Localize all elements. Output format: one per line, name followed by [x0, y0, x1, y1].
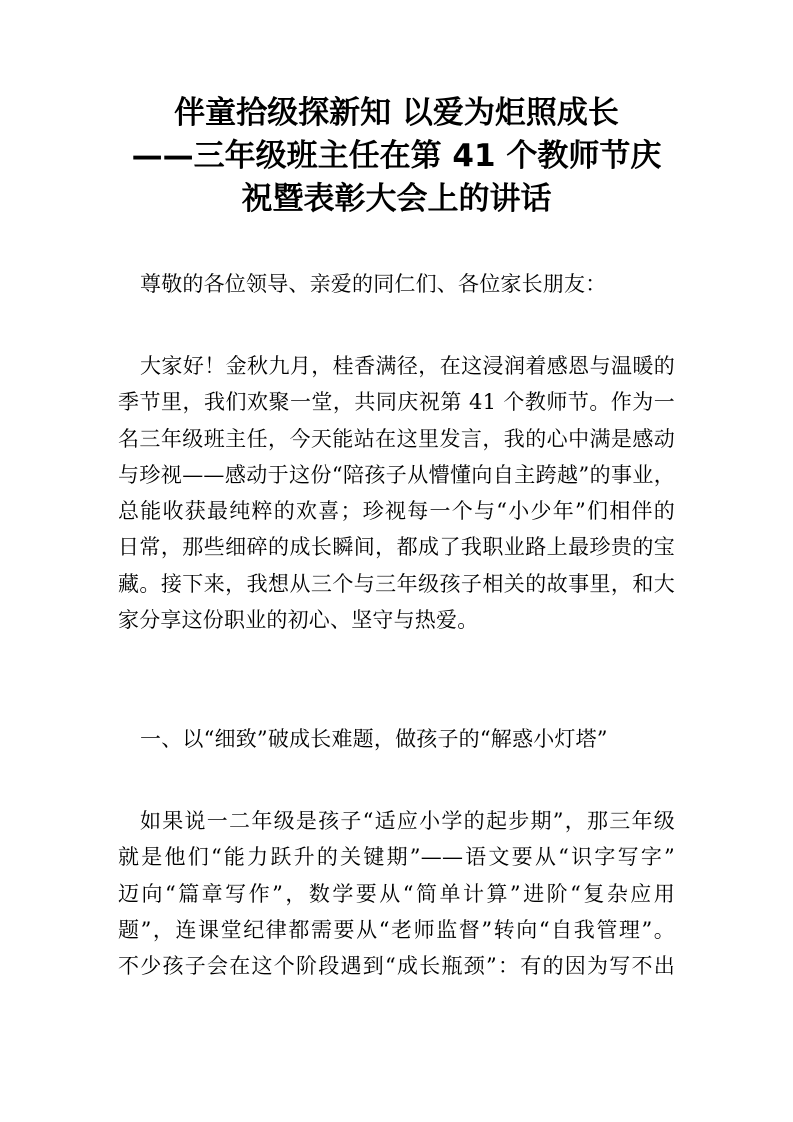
section-heading-1-text: 一、以“细致”破成长难题，做孩子的“解惑小灯塔”: [140, 727, 608, 751]
paragraph-2-line: 不少孩子会在这个阶段遇到“成长瓶颈”：有的因为写不出: [118, 954, 675, 979]
salutation: [118, 266, 697, 302]
section-heading-1: [118, 721, 697, 757]
paragraph-2-line: 题”，连课堂纪律都需要从“老师监督”转向“自我管理”。: [118, 917, 675, 942]
paragraph-1-line: 藏。接下来，我想从三个与三年级孩子相关的故事里，和大: [118, 571, 675, 596]
paragraph-1-line: 名三年级班主任，今天能站在这里发言，我的心中满是感动: [118, 426, 675, 451]
document-title: [120, 92, 673, 221]
paragraph-1-line: 与珍视——感动于这份“陪孩子从懵懂向自主跨越”的事业，: [118, 462, 675, 487]
paragraph-1-line: 大家好！金秋九月，桂香满径，在这浸润着感恩与温暖的: [140, 354, 675, 378]
title-line-1: 伴童拾级探新知 以爱为炬照成长: [174, 95, 619, 131]
paragraph-1-line: 家分享这份职业的初心、坚守与热爱。: [118, 608, 479, 633]
paragraph-1-line: 日常，那些细碎的成长瞬间，都成了我职业路上最珍贵的宝: [118, 535, 675, 560]
paragraph-1-line: 季节里，我们欢聚一堂，共同庆祝第 41 个教师节。作为一: [118, 390, 675, 415]
title-line-2: ——三年级班主任在第 41 个教师节庆: [131, 138, 662, 174]
paragraph-2-line: 如果说一二年级是孩子“适应小学的起步期”，那三年级: [140, 809, 675, 833]
paragraph-2: [118, 803, 675, 984]
title-line-3: 祝暨表彰大会上的讲话: [241, 181, 552, 217]
paragraph-1-line: 总能收获最纯粹的欢喜；珍视每一个与“小少年”们相伴的: [118, 499, 675, 524]
paragraph-1: [118, 348, 675, 638]
salutation-text: 尊敬的各位领导、亲爱的同仁们、各位家长朋友：: [140, 272, 607, 296]
paragraph-2-line: 迈向“篇章写作”，数学要从“简单计算”进阶“复杂应用: [118, 881, 675, 906]
paragraph-2-line: 就是他们“能力跃升的关键期”——语文要从“识字写字”: [118, 845, 675, 870]
